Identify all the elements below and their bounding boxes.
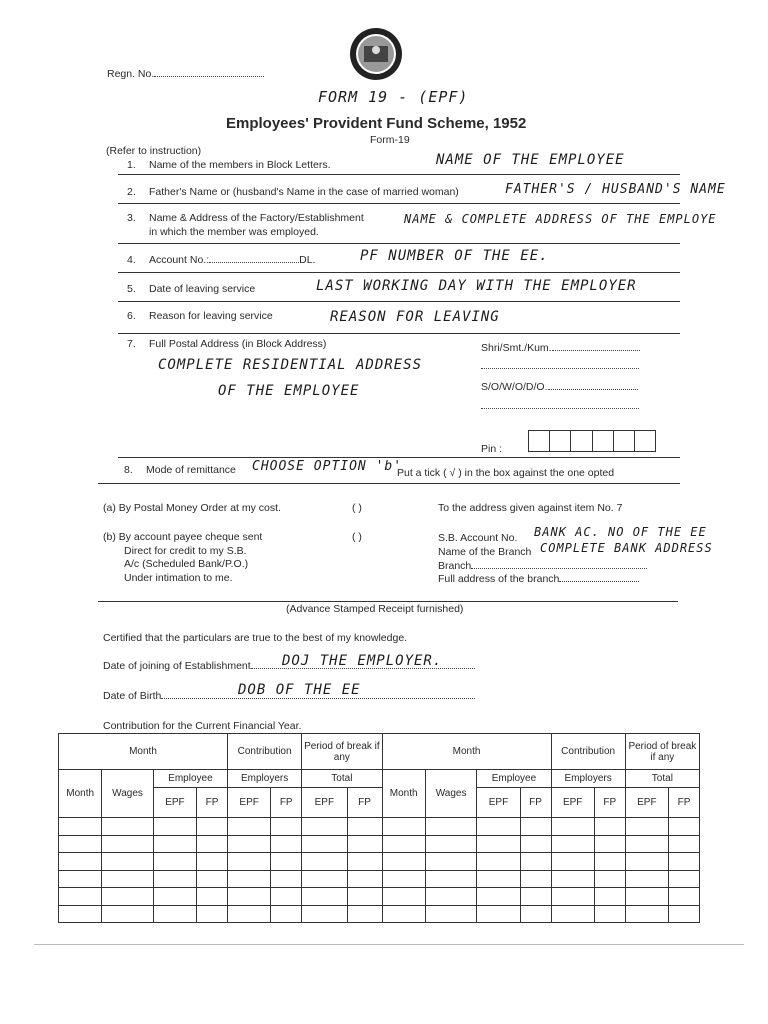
- item-7-value-a: COMPLETE RESIDENTIAL ADDRESS: [158, 357, 423, 373]
- table-header-period-1: Period of break if any: [302, 734, 382, 770]
- option-a-checkbox[interactable]: ( ): [352, 502, 362, 514]
- page-title: Employees' Provident Fund Scheme, 1952: [226, 115, 527, 132]
- sub-epf: EPF: [477, 788, 520, 818]
- refer-instruction: (Refer to instruction): [106, 145, 202, 157]
- item-2-number: 2.: [127, 186, 136, 198]
- item-1-number: 1.: [127, 159, 136, 171]
- sub-epf: EPF: [153, 788, 196, 818]
- sb-account-label: S.B. Account No.: [438, 532, 518, 544]
- item-7-label: Full Postal Address (in Block Address): [149, 338, 327, 350]
- dob-value: DOB OF THE EE: [238, 682, 361, 698]
- sub-epf: EPF: [551, 788, 594, 818]
- col-employers-1: Employers: [228, 770, 302, 788]
- item-6-number: 6.: [127, 310, 136, 322]
- branch-field: Branch: [438, 560, 647, 572]
- handwritten-title: FORM 19 - (EPF): [318, 88, 469, 106]
- table-row: [59, 870, 700, 888]
- table-header-contribution-1: Contribution: [228, 734, 302, 770]
- item-5-label: Date of leaving service: [149, 283, 256, 295]
- address-dotted-line-2: [481, 408, 639, 409]
- contribution-table: [58, 733, 700, 923]
- item-8-tick-instruction: Put a tick ( √ ) in the box against the one opted: [397, 467, 615, 479]
- item-3-label-b: in which the member was employed.: [149, 226, 319, 238]
- branch-name-label: Name of the Branch: [438, 546, 532, 558]
- full-address-branch: Full address of the branch: [438, 573, 639, 585]
- option-b-line-2: Direct for credit to my S.B.: [124, 545, 247, 557]
- item-3-number: 3.: [127, 212, 136, 224]
- col-employee-1: Employee: [153, 770, 227, 788]
- table-header-month-2: Month: [382, 734, 551, 770]
- col-month-2: Month: [382, 770, 425, 818]
- sub-epf: EPF: [625, 788, 668, 818]
- col-total-2: Total: [625, 770, 699, 788]
- col-wages-1: Wages: [102, 770, 154, 818]
- sub-fp: FP: [520, 788, 551, 818]
- advance-receipt-note: (Advance Stamped Receipt furnished): [286, 603, 464, 615]
- item-6-value: REASON FOR LEAVING: [330, 309, 500, 325]
- item-2-label: Father's Name or (husband's Name in the case of married woman): [149, 186, 459, 198]
- table-header-month-1: Month: [59, 734, 228, 770]
- item-5-value: LAST WORKING DAY WITH THE EMPLOYER: [316, 278, 637, 294]
- table-row: [59, 853, 700, 871]
- option-b-line-4: Under intimation to me.: [124, 572, 233, 584]
- col-employers-2: Employers: [551, 770, 625, 788]
- item-8-value: CHOOSE OPTION 'b': [252, 459, 403, 474]
- option-a-label: (a) By Postal Money Order at my cost.: [103, 502, 281, 514]
- option-b-checkbox[interactable]: ( ): [352, 531, 362, 543]
- sub-fp: FP: [594, 788, 625, 818]
- item-7-number: 7.: [127, 338, 136, 350]
- doj-label: Date of joining of Establishment: [103, 660, 475, 672]
- option-b-line-3: A/c (Scheduled Bank/P.O.): [124, 558, 249, 570]
- option-b-line-1: (b) By account payee cheque sent: [103, 531, 263, 543]
- dob-label: Date of Birth: [103, 690, 475, 702]
- table-header-contribution-2: Contribution: [551, 734, 625, 770]
- col-total-1: Total: [302, 770, 382, 788]
- sub-epf: EPF: [228, 788, 271, 818]
- address-dotted-line: [481, 368, 639, 369]
- col-wages-2: Wages: [425, 770, 477, 818]
- epfo-emblem-logo: [348, 26, 404, 82]
- item-4-value: PF NUMBER OF THE EE.: [360, 248, 549, 264]
- branch-name-value: COMPLETE BANK ADDRESS: [540, 541, 713, 555]
- item-6-label: Reason for leaving service: [149, 310, 273, 322]
- so-field: S/O/W/O/D/O.: [481, 381, 638, 393]
- sub-epf: EPF: [302, 788, 347, 818]
- sub-fp: FP: [271, 788, 302, 818]
- item-1-value: NAME OF THE EMPLOYEE: [436, 152, 625, 168]
- item-4-label: Account No.: DL.: [149, 254, 316, 266]
- table-row: [59, 818, 700, 836]
- item-3-label-a: Name & Address of the Factory/Establishment: [149, 212, 364, 224]
- table-row: [59, 905, 700, 923]
- pin-label: Pin :: [481, 443, 503, 455]
- item-5-number: 5.: [127, 283, 136, 295]
- doj-value: DOJ THE EMPLOYER.: [282, 653, 443, 669]
- item-8-number: 8.: [124, 464, 133, 476]
- sub-fp: FP: [669, 788, 700, 818]
- table-header-period-2: Period of break if any: [625, 734, 699, 770]
- sub-fp: FP: [197, 788, 228, 818]
- item-3-value: NAME & COMPLETE ADDRESS OF THE EMPLOYE: [404, 212, 717, 226]
- col-month-1: Month: [59, 770, 102, 818]
- pin-boxes[interactable]: [528, 430, 656, 452]
- item-2-value: FATHER'S / HUSBAND'S NAME: [505, 182, 726, 197]
- option-a-address: To the address given against item No. 7: [438, 502, 623, 514]
- regn-no: Regn. No.: [107, 68, 264, 80]
- item-4-number: 4.: [127, 254, 136, 266]
- certification-text: Certified that the particulars are true to the best of my knowledge.: [103, 632, 408, 644]
- shri-field: Shri/Smt./Kum.: [481, 342, 640, 354]
- sb-account-value: BANK AC. NO OF THE EE: [534, 525, 707, 539]
- table-row: [59, 835, 700, 853]
- sub-fp: FP: [347, 788, 382, 818]
- item-1-label: Name of the members in Block Letters.: [149, 159, 331, 171]
- item-7-value-b: OF THE EMPLOYEE: [218, 383, 360, 399]
- form-number: Form-19: [370, 134, 410, 146]
- col-employee-2: Employee: [477, 770, 551, 788]
- table-row: [59, 888, 700, 906]
- contribution-heading: Contribution for the Current Financial Year.: [103, 720, 302, 732]
- item-8-label: Mode of remittance: [146, 464, 236, 476]
